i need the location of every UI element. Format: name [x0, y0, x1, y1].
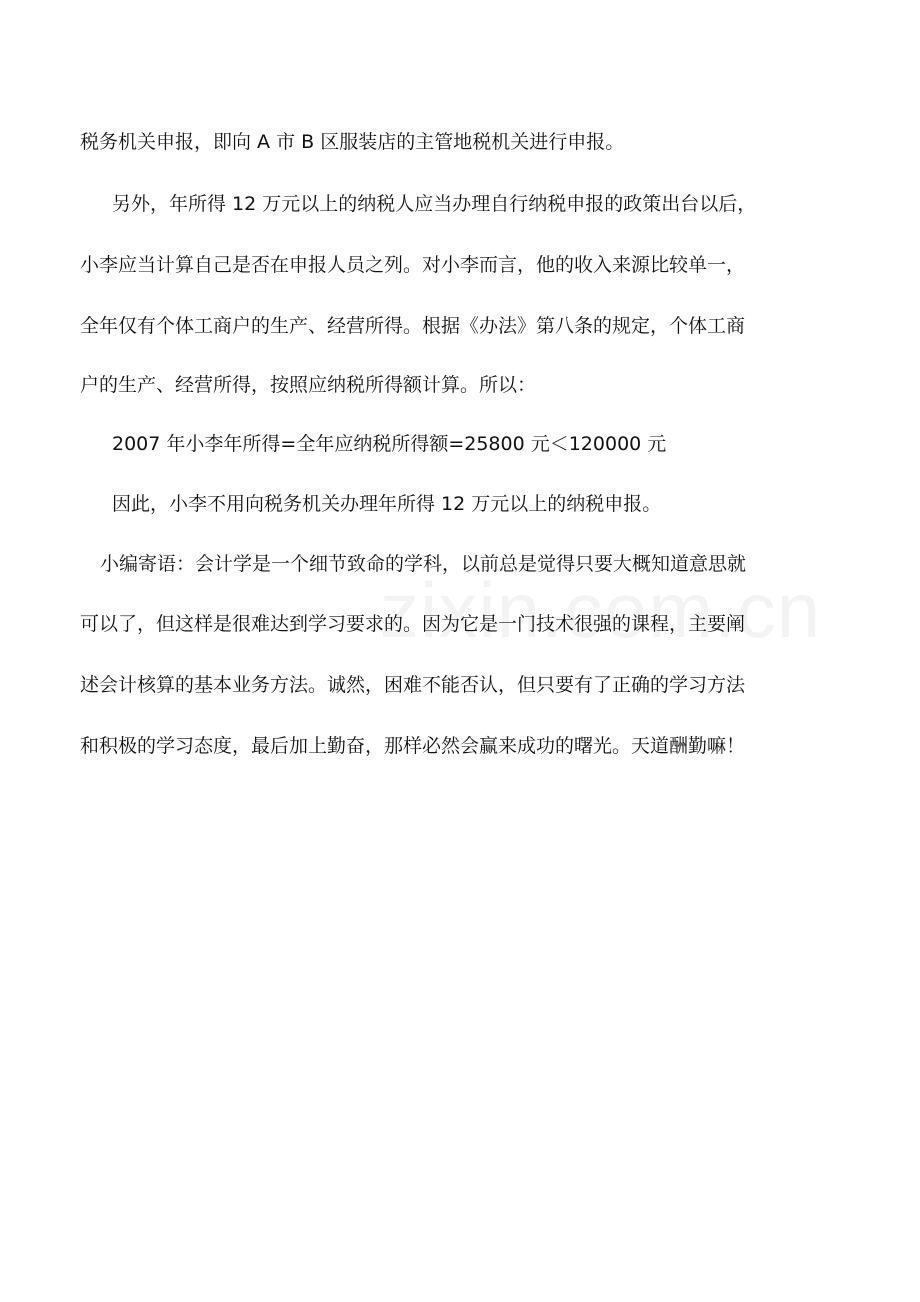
text-line-3: 小李应当计算自己是否在申报人员之列。对小李而言，他的收入来源比较单一，	[80, 254, 746, 276]
text-line-2: 另外，年所得 12 万元以上的纳税人应当办理自行纳税申报的政策出台以后，	[112, 193, 757, 215]
text-line-1: 税务机关申报，即向 A 市 B 区服装店的主管地税机关进行申报。	[80, 131, 625, 153]
text-line-11: 和积极的学习态度，最后加上勤奋，那样必然会赢来成功的曙光。天道酬勤嘛！	[80, 735, 746, 757]
text-line-6: 2007 年小李年所得=全年应纳税所得额=25800 元＜120000 元	[112, 433, 667, 455]
text-line-7: 因此，小李不用向税务机关办理年所得 12 万元以上的纳税申报。	[112, 493, 662, 515]
text-line-10: 述会计核算的基本业务方法。诚然，困难不能否认，但只要有了正确的学习方法	[80, 674, 746, 696]
text-line-5: 户的生产、经营所得，按照应纳税所得额计算。所以：	[80, 374, 537, 396]
text-line-8: 小编寄语：会计学是一个细节致命的学科，以前总是觉得只要大概知道意思就	[100, 553, 747, 575]
text-line-9: 可以了，但这样是很难达到学习要求的。因为它是一门技术很强的课程，主要阐	[80, 613, 746, 635]
watermark	[380, 565, 821, 655]
text-line-4: 全年仅有个体工商户的生产、经营所得。根据《办法》第八条的规定，个体工商	[80, 315, 746, 337]
